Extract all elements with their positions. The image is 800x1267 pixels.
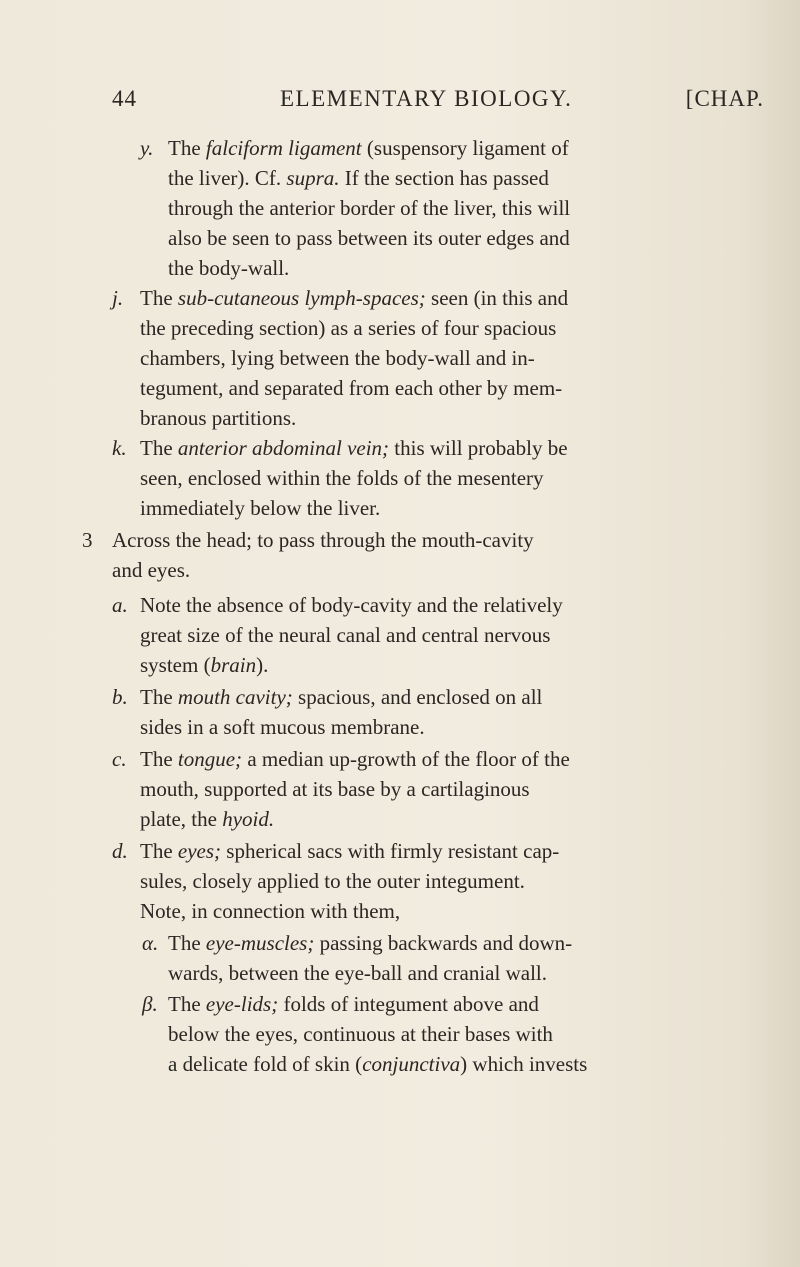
entry-marker: k. bbox=[112, 436, 127, 460]
entry-marker: β. bbox=[142, 992, 158, 1016]
text-run: If the section has passed bbox=[339, 166, 549, 190]
italic-term: eye-lids; bbox=[205, 992, 279, 1016]
text-run: tegument, and separated from each other by mem- bbox=[140, 376, 563, 400]
italic-term: tongue; bbox=[177, 747, 243, 771]
entry-text bbox=[140, 433, 568, 523]
text-run: and eyes. bbox=[112, 558, 191, 582]
entry-text bbox=[140, 590, 563, 680]
text-line bbox=[168, 928, 572, 958]
entry-marker: b. bbox=[112, 685, 128, 709]
text-run: The bbox=[140, 747, 178, 771]
text-run: wards, between the eye-ball and cranial wall. bbox=[168, 961, 547, 985]
entry-marker: j. bbox=[112, 286, 124, 310]
entry-text bbox=[140, 283, 568, 433]
text-line bbox=[140, 896, 559, 926]
text-line bbox=[168, 163, 570, 193]
entry-text bbox=[140, 682, 542, 742]
text-run: chambers, lying between the body-wall and in- bbox=[140, 346, 535, 370]
text-line bbox=[140, 712, 542, 742]
entry-text bbox=[112, 525, 534, 585]
text-run: system ( bbox=[140, 653, 211, 677]
text-run: passing backwards and down- bbox=[314, 931, 573, 955]
text-line bbox=[140, 836, 559, 866]
text-run: a delicate fold of skin ( bbox=[168, 1052, 363, 1076]
italic-term: brain bbox=[210, 653, 257, 677]
entry-marker: y. bbox=[140, 136, 154, 160]
text-line bbox=[168, 1019, 587, 1049]
text-run: The bbox=[168, 136, 206, 160]
text-line bbox=[168, 223, 570, 253]
text-run: immediately below the liver. bbox=[140, 496, 381, 520]
text-run: great size of the neural canal and central nervous bbox=[140, 623, 551, 647]
entry-text bbox=[168, 989, 587, 1079]
italic-term: eye-muscles; bbox=[205, 931, 315, 955]
chapter-label: [CHAP. bbox=[685, 86, 764, 111]
text-run: The bbox=[140, 839, 178, 863]
entry-marker: 3 bbox=[82, 528, 93, 552]
text-run: The bbox=[140, 286, 178, 310]
text-line bbox=[168, 958, 572, 988]
text-line bbox=[140, 590, 563, 620]
entry-marker: α. bbox=[142, 931, 159, 955]
entry-text bbox=[140, 836, 559, 926]
text-line bbox=[140, 682, 542, 712]
running-header bbox=[112, 86, 764, 116]
text-line bbox=[168, 133, 570, 163]
text-line bbox=[140, 620, 563, 650]
text-line bbox=[140, 343, 568, 373]
text-line bbox=[140, 313, 568, 343]
text-run: The bbox=[168, 992, 206, 1016]
text-line bbox=[140, 866, 559, 896]
italic-term: conjunctiva bbox=[362, 1052, 461, 1076]
text-line bbox=[168, 989, 587, 1019]
entry-text bbox=[168, 133, 570, 283]
entry-marker: d. bbox=[112, 839, 128, 863]
text-run: seen, enclosed within the folds of the mesentery bbox=[140, 466, 544, 490]
page-number: 44 bbox=[112, 86, 137, 111]
italic-term: anterior abdominal vein; bbox=[177, 436, 390, 460]
text-line bbox=[140, 433, 568, 463]
text-run: folds of integument above and bbox=[278, 992, 539, 1016]
text-run: The bbox=[140, 685, 178, 709]
text-run: ) which invests bbox=[460, 1052, 588, 1076]
running-title: ELEMENTARY BIOLOGY. bbox=[280, 86, 573, 111]
entry-marker: c. bbox=[112, 747, 127, 771]
text-line bbox=[168, 253, 570, 283]
text-line bbox=[168, 193, 570, 223]
text-run: branous partitions. bbox=[140, 406, 297, 430]
text-line bbox=[140, 283, 568, 313]
text-line bbox=[140, 774, 570, 804]
text-line bbox=[140, 804, 570, 834]
italic-term: supra. bbox=[286, 166, 340, 190]
text-line bbox=[140, 493, 568, 523]
entry-marker: a. bbox=[112, 593, 128, 617]
text-run: through the anterior border of the liver, this will bbox=[168, 196, 571, 220]
text-run: The bbox=[168, 931, 206, 955]
text-run: below the eyes, continuous at their bases with bbox=[168, 1022, 553, 1046]
text-line bbox=[140, 650, 563, 680]
text-run: (suspensory ligament of bbox=[361, 136, 569, 160]
italic-term: falciform ligament bbox=[205, 136, 362, 160]
text-line bbox=[112, 525, 534, 555]
text-line bbox=[140, 403, 568, 433]
text-run: a median up-growth of the floor of the bbox=[242, 747, 570, 771]
text-run: Across the head; to pass through the mouth-cavity bbox=[112, 528, 534, 552]
text-line bbox=[140, 463, 568, 493]
entry-text bbox=[168, 928, 572, 988]
text-run: this will probably be bbox=[389, 436, 568, 460]
text-run: The bbox=[140, 436, 178, 460]
italic-term: eyes; bbox=[177, 839, 222, 863]
text-line bbox=[112, 555, 534, 585]
italic-term: sub-cutaneous lymph-spaces; bbox=[177, 286, 426, 310]
text-run: the liver). Cf. bbox=[168, 166, 287, 190]
text-line bbox=[168, 1049, 587, 1079]
text-run: spherical sacs with firmly resistant cap- bbox=[221, 839, 560, 863]
text-run: sides in a soft mucous membrane. bbox=[140, 715, 425, 739]
text-run: Note, in connection with them, bbox=[140, 899, 401, 923]
italic-term: mouth cavity; bbox=[177, 685, 293, 709]
text-line bbox=[140, 373, 568, 403]
text-run: the body-wall. bbox=[168, 256, 290, 280]
text-run: mouth, supported at its base by a cartilaginous bbox=[140, 777, 530, 801]
text-line bbox=[140, 744, 570, 774]
text-run: spacious, and enclosed on all bbox=[292, 685, 543, 709]
text-run: also be seen to pass between its outer edges and bbox=[168, 226, 570, 250]
italic-term: hyoid. bbox=[222, 807, 275, 831]
text-run: plate, the bbox=[140, 807, 223, 831]
text-run: Note the absence of body-cavity and the relatively bbox=[140, 593, 563, 617]
text-run: sules, closely applied to the outer integument. bbox=[140, 869, 525, 893]
text-run: the preceding section) as a series of four spacious bbox=[140, 316, 557, 340]
text-run: ). bbox=[256, 653, 269, 677]
entry-text bbox=[140, 744, 570, 834]
text-run: seen (in this and bbox=[425, 286, 569, 310]
